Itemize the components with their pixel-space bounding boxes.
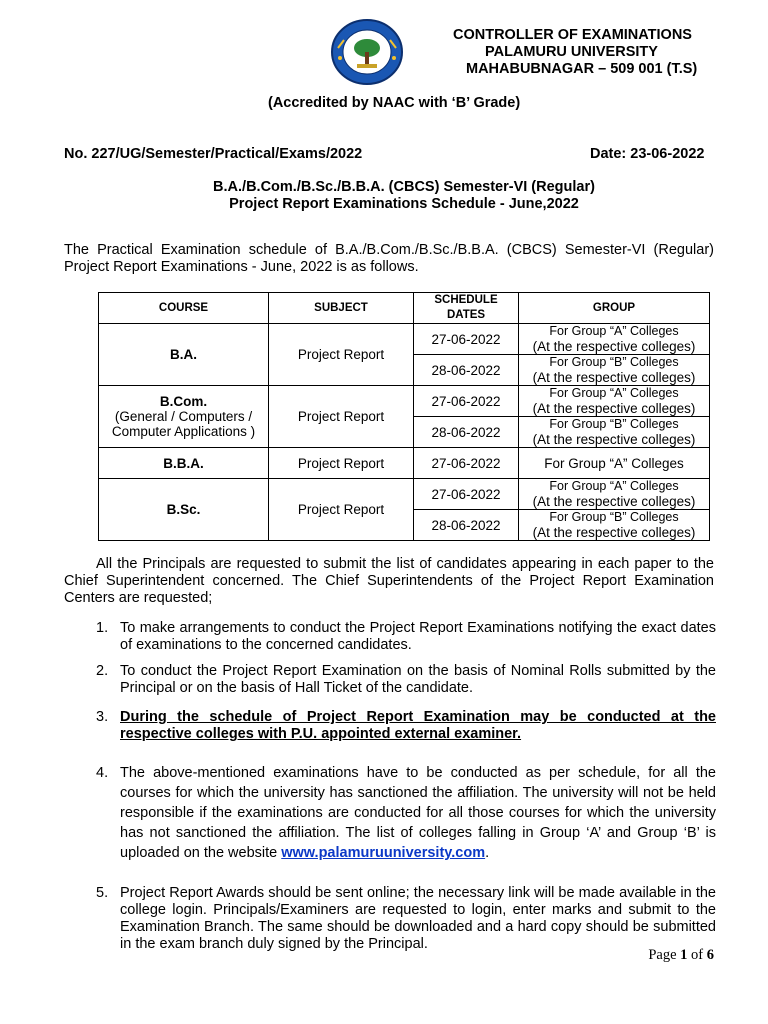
reference-number: No. 227/UG/Semester/Practical/Exams/2022 <box>64 146 363 162</box>
course-subtext: (General / Computers / <box>114 409 253 424</box>
date-cell: 28-06-2022 <box>414 417 519 448</box>
table-row <box>99 386 710 417</box>
university-website-link[interactable]: www.palamuruuniversity.com <box>281 845 486 861</box>
list-item-number: 2. <box>96 663 109 679</box>
column-header-group: GROUP <box>519 293 710 324</box>
date-cell: 27-06-2022 <box>414 448 519 479</box>
header-line-university: PALAMURU UNIVERSITY <box>485 44 658 60</box>
list-item <box>96 663 716 697</box>
date-cell: 28-06-2022 <box>414 510 519 541</box>
list-item-number: 3. <box>96 709 109 725</box>
subject-cell: Project Report <box>269 448 414 479</box>
course-cell: B.Sc. <box>99 479 269 541</box>
date-cell: 27-06-2022 <box>414 479 519 510</box>
page-number <box>648 947 714 964</box>
course-subtext: Computer Applications ) <box>111 424 256 439</box>
group-cell <box>519 479 710 510</box>
group-note: (At the respective colleges) <box>532 432 696 447</box>
body-paragraph: All the Principals are requested to submit the list of candidates appearing in each paper to the Chief Superintendent concerned. The Chief Superintendents of the Project Report Examination Centers are requested; <box>64 556 714 606</box>
group-label: For Group “A” Colleges <box>549 324 679 338</box>
column-header-course: COURSE <box>99 293 269 324</box>
group-cell <box>519 324 710 355</box>
page-number-prefix: Page <box>648 947 681 963</box>
list-item-text: To conduct the Project Report Examination on the basis of Nominal Rolls submitted by the Principal or on the basis of Hall Ticket of the candidate. <box>120 663 716 696</box>
group-label: For Group “A” Colleges <box>544 455 684 471</box>
list-item-text: To make arrangements to conduct the Project Report Examinations notifying the exact dates of examinations to the concerned candidates. <box>120 620 716 653</box>
list-item-text-end: . <box>485 845 490 861</box>
group-label: For Group “B” Colleges <box>549 355 679 369</box>
group-cell <box>519 510 710 541</box>
page-number-current: 1 <box>680 947 688 963</box>
schedule-title-line2: Project Report Examinations Schedule - June,2022 <box>229 196 579 212</box>
group-note: (At the respective colleges) <box>532 401 696 416</box>
group-note: (At the respective colleges) <box>532 370 696 385</box>
course-cell: B.A. <box>99 324 269 386</box>
page-number-of: of <box>687 947 707 963</box>
group-cell <box>519 417 710 448</box>
accreditation-line: (Accredited by NAAC with ‘B’ Grade) <box>268 95 521 111</box>
schedule-table <box>98 292 710 541</box>
table-row <box>99 479 710 510</box>
list-item <box>96 763 716 863</box>
list-item-number: 1. <box>96 620 109 636</box>
subject-cell: Project Report <box>269 324 414 386</box>
group-label: For Group “B” Colleges <box>549 417 679 431</box>
course-name: B.Com. <box>159 394 208 409</box>
list-item-text: Project Report Awards should be sent online; the necessary link will be made available in the college login. Principals/Examiners are requested to login, enter marks and submit to the Examination Branch. The same should be downloaded and a hard copy should be submitted in the exam branch duly signed by the Principal. <box>120 885 716 952</box>
group-note: (At the respective colleges) <box>532 339 696 354</box>
header-line-controller: CONTROLLER OF EXAMINATIONS <box>453 27 692 43</box>
column-header-subject: SUBJECT <box>269 293 414 324</box>
page-number-total: 6 <box>706 947 714 963</box>
date-cell: 27-06-2022 <box>414 386 519 417</box>
list-item <box>96 709 716 743</box>
header-line-address: MAHABUBNAGAR – 509 001 (T.S) <box>466 61 698 77</box>
intro-paragraph: The Practical Examination schedule of B.A./B.Com./B.Sc./B.B.A. (CBCS) Semester-VI (Regular) Project Report Examinations - June, 2022 is as follows. <box>64 242 714 275</box>
group-cell <box>519 448 710 479</box>
subject-cell: Project Report <box>269 479 414 541</box>
table-header-row <box>99 293 710 324</box>
list-item-text-emphasis: During the schedule of Project Report Examination may be conducted at the respective colleges with P.U. appointed external examiner. <box>120 709 716 742</box>
table-row <box>99 324 710 355</box>
group-label: For Group “B” Colleges <box>549 510 679 524</box>
column-header-schedule-dates: SCHEDULE DATES <box>414 293 519 324</box>
date-cell: 28-06-2022 <box>414 355 519 386</box>
table-row <box>99 448 710 479</box>
subject-cell: Project Report <box>269 386 414 448</box>
group-label: For Group “A” Colleges <box>549 479 679 493</box>
group-label: For Group “A” Colleges <box>549 386 679 400</box>
document-date: Date: 23-06-2022 <box>590 146 705 162</box>
group-note: (At the respective colleges) <box>532 525 696 540</box>
group-cell <box>519 355 710 386</box>
university-logo <box>330 18 404 86</box>
course-cell: B.B.A. <box>99 448 269 479</box>
list-item-text: The above-mentioned examinations have to be conducted as per schedule, for all the courses for which the university has sanctioned the affiliation. The university will not be held responsible if the examinations are conducted for all those courses for which the university has not sanctioned the affiliation. The list of colleges falling in Group ‘A’ and Group ‘B’ is uploaded on the website <box>120 765 716 861</box>
list-item <box>96 620 716 654</box>
list-item <box>96 885 716 953</box>
list-item-number: 4. <box>96 765 109 781</box>
list-item-number: 5. <box>96 885 109 901</box>
schedule-title-line1: B.A./B.Com./B.Sc./B.B.A. (CBCS) Semester-VI (Regular) <box>213 179 595 195</box>
group-note: (At the respective colleges) <box>532 494 696 509</box>
course-cell <box>99 386 269 448</box>
group-cell <box>519 386 710 417</box>
instructions-list <box>96 620 716 953</box>
date-cell: 27-06-2022 <box>414 324 519 355</box>
